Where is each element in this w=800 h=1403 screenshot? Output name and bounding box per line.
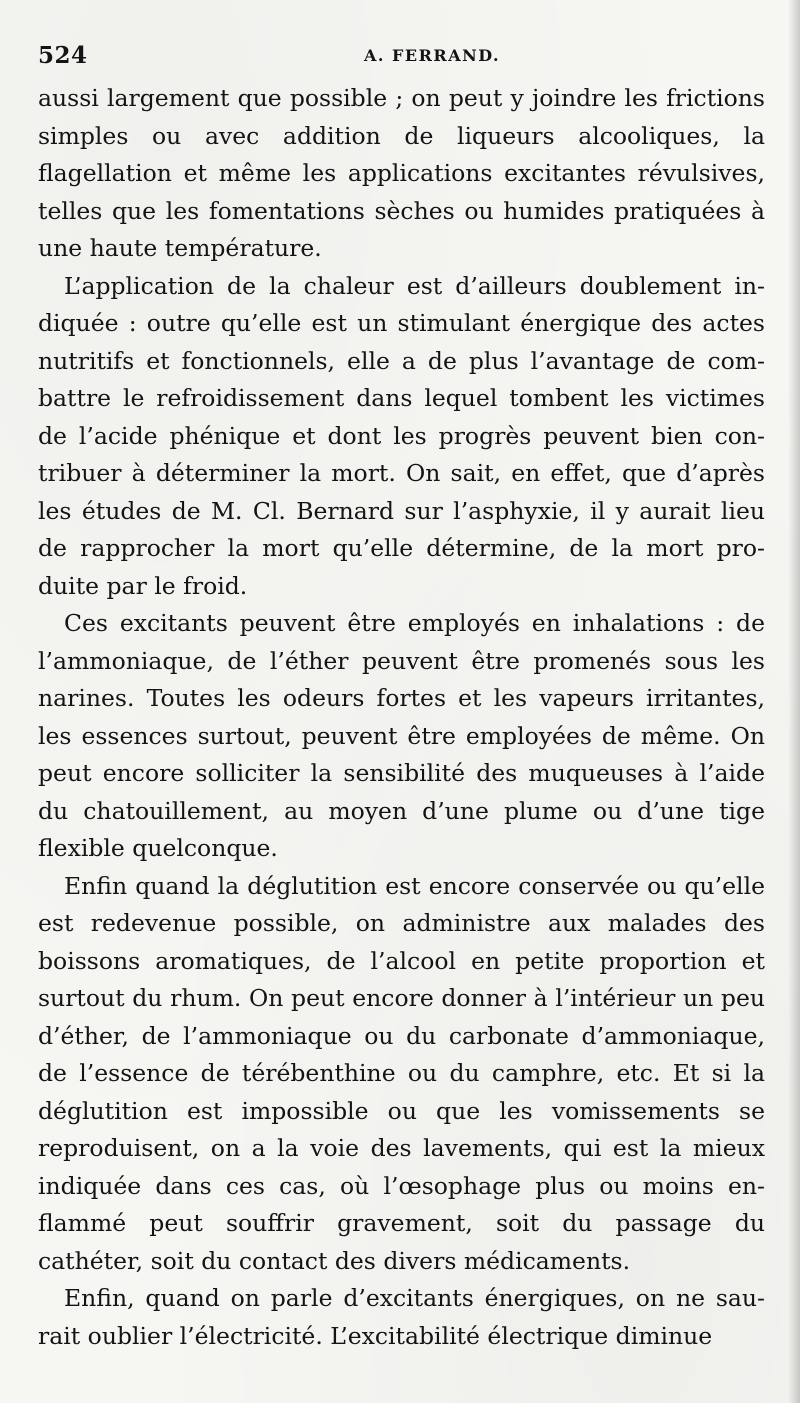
paragraph: aussi largement que possible ; on peut y joindre les frictions simples ou avec addition de liqueurs alcooliques, la flagellation et même les applications excitantes révulsives, telles que les fomentations sèches ou humides pratiquées à une haute température.: [38, 84, 765, 262]
paragraph: Ces excitants peuvent être employés en inhalations : de l’ammoniaque, de l’éther peuvent être promenés sous les narines. Toutes les odeurs fortes et les vapeurs irritantes, les essences surtout, peuvent être employées de même. On peut encore solliciter la sensibilité des muqueuses à l’aide du chatouillement, au moyen d’une plume ou d’une tige flexible quelconque.: [38, 609, 765, 862]
paragraph: L’application de la chaleur est d’ailleurs doublement indiquée : outre qu’elle est un stimulant énergique des actes nutritifs et fonctionnels, elle a de plus l’avantage de combattre le refroidissement dans lequel tombent les victimes de l’acide phénique et dont les progrès peuvent bien contribuer à déterminer la mort. On sait, en effet, que d’après les études de M. Cl. Bernard sur l’asphyxie, il y aurait lieu de rapprocher la mort qu’elle détermine, de la mort produite par le froid.: [38, 271, 765, 600]
body-text: [38, 80, 765, 1355]
page-number: 524: [38, 42, 88, 69]
page-header: [38, 42, 768, 74]
paragraph: Enfin quand la déglutition est encore conservée ou qu’elle est redevenue possible, on administre aux malades des boissons aromatiques, de l’alcool en petite proportion et surtout du rhum. On peut encore donner à l’intérieur un peu d’éther, de l’ammoniaque ou du carbonate d’ammoniaque, de l’essence de térébenthine ou du camphre, etc. Et si la déglutition est impossible ou que les vomissements se reproduisent, on a la voie des lavements, qui est la mieux indiquée dans ces cas, où l’œsophage plus ou moins enflammé peut souffrir gravement, soit du passage du cathéter, soit du contact des divers médicaments.: [38, 871, 765, 1275]
paragraph: Enfin, quand on parle d’excitants énergiques, on ne saurait oublier l’électricité. L’excitabilité électrique diminue: [38, 1284, 765, 1350]
running-head: A. FERRAND.: [364, 46, 501, 65]
